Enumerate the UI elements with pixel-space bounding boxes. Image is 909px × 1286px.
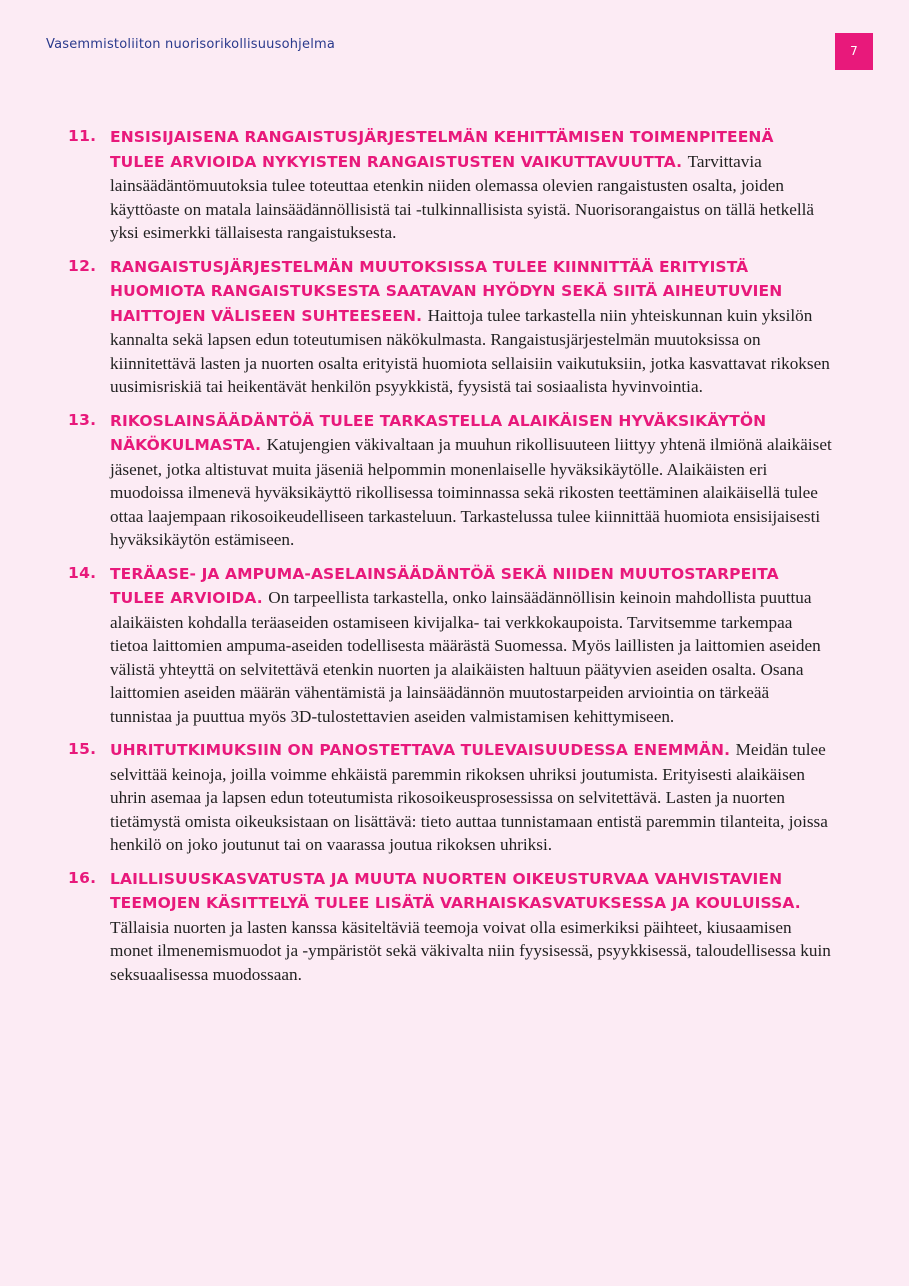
list-item xyxy=(68,409,833,552)
recommendation-list xyxy=(68,125,833,996)
list-item xyxy=(68,867,833,987)
item-number: 11. xyxy=(68,127,97,145)
item-heading: UHRITUTKIMUKSIIN ON PANOSTETTAVA TULEVAISUUDESSA ENEMMÄN. xyxy=(110,741,736,759)
item-text: Tarvittavia lainsäädäntömuutoksia tulee toteuttaa etenkin niiden olemassa olevien rangaistusten osalta, joiden käyttöaste on matala lainsäädännöllisistä tai -tulkinnallisista syistä. Nuorisorangaistus on tällä hetkellä yksi esimerkki tällaisesta rangaistuksesta. xyxy=(110,151,815,242)
item-number: 12. xyxy=(68,256,97,275)
item-text: Haittoja tulee tarkastella niin yhteiskunnan kuin yksilön kannalta sekä lapsen edun toteutumisen näkökulmasta. Rangaistusjärjestelmän muutoksissa on kiinnitettävä lasten ja nuorten osalta erityistä huomiota sellaisiin vaikutuksiin, jotka kasvattavat rikoksen uusimisriskiä tai heikentävät henkilön psyykkistä, fyysistä tai sosiaalista hyvinvointia. xyxy=(110,305,830,396)
document-title: Vasemmistoliiton nuorisorikollisuusohjelma xyxy=(46,37,336,52)
list-item xyxy=(68,255,833,399)
item-number: 13. xyxy=(68,410,97,429)
item-heading: ENSISIJAISENA RANGAISTUSJÄRJESTELMÄN KEHITTÄMISEN TOIMENPITEENÄ TULEE ARVIOIDA NYKYISTEN RANGAISTUSTEN VAIKUTTAVUUTTA. xyxy=(110,128,774,171)
item-heading: LAILLISUUSKASVATUSTA JA MUUTA NUORTEN OIKEUSTURVAA VAHVISTAVIEN TEEMOJEN KÄSITTELYÄ TULEE LISÄTÄ VARHAISKASVATUKSESSA JA KOULUISSA. xyxy=(110,869,801,912)
item-heading: TERÄASE- JA AMPUMA-ASELAINSÄÄDÄNTÖÄ SEKÄ NIIDEN MUUTOSTARPEITA TULEE ARVIOIDA. xyxy=(110,564,779,607)
list-item xyxy=(68,738,833,857)
list-item xyxy=(68,562,833,729)
item-heading: RIKOSLAINSÄÄDÄNTÖÄ TULEE TARKASTELLA ALAIKÄISEN HYVÄKSIKÄYTÖN NÄKÖKULMASTA. xyxy=(110,411,767,454)
item-text: Tällaisia nuorten ja lasten kanssa käsiteltäviä teemoja voivat olla esimerkiksi päihteet, kiusaamisen monet ilmenemismuodot ja -ympäristöt sekä väkivalta niin fyysisessä, psyykkisessä, taloudellisessa kuin seksuaalisessa muodossaan. xyxy=(110,917,831,984)
item-text: Katujengien väkivaltaan ja muuhun rikollisuuteen liittyy yhtenä ilmiönä alaikäiset jäsenet, jotka altistuvat muita jäseniä helpommin monenlaiselle hyväksikäytölle. Alaikäisten eri muodoissa ilmenevä hyväksikäyttö rikollisessa toiminnassa sekä rikosten teettäminen alaikäisellä tulee ottaa laajempaan rikosoikeudelliseen tarkasteluun. Tarkastelussa tulee kiinnittää huomiota ensisijaisesti hyväksikäytön estämiseen. xyxy=(110,435,832,549)
item-text: Meidän tulee selvittää keinoja, joilla voimme ehkäistä paremmin rikoksen uhriksi joutumista. Erityisesti alaikäisen uhrin asemaa ja lapsen edun toteutumista rikosoikeusprosessissa on selvitettävä. Lasten ja nuorten tietämystä omista oikeuksistaan on lisättävä: tieto auttaa tunnistamaan entistä paremmin tilanteita, joissa henkilö on joko joutunut tai on vaarassa joutua rikoksen uhriksi. xyxy=(110,740,828,854)
item-heading: RANGAISTUSJÄRJESTELMÄN MUUTOKSISSA TULEE KIINNITTÄÄ ERITYISTÄ HUOMIOTA RANGAISTUKSESTA SAATAVAN HYÖDYN SEKÄ SIITÄ AIHEUTUVIEN HAITTOJEN VÄLISEEN SUHTEESEEN. xyxy=(110,257,783,325)
item-number: 14. xyxy=(68,563,97,582)
page-number-badge: 7 xyxy=(835,33,873,70)
item-number: 16. xyxy=(68,868,97,887)
item-text: On tarpeellista tarkastella, onko lainsäädännöllisin keinoin mahdollista puuttua alaikäisten kohdalla teräaseiden ostamiseen kivijalka- tai verkkokaupoista. Tarvitsemme tarkempaa tietoa laittomien ampuma-aseiden todellisesta määrästä Suomessa. Myös laillisten ja laittomien aseiden välistä yhteyttä on selvitettävä etenkin nuorten ja alaikäisten haltuun päätyvien aseiden osalta. Osana laittomien aseiden määrän vähentämistä ja lainsäädännön muutostarpeiden arviointia on tärkeää tunnistaa ja puuttua myös 3D-tulostettavien aseiden valmistamisen kehittymiseen. xyxy=(110,588,821,726)
item-number: 15. xyxy=(68,740,97,758)
list-item xyxy=(68,125,833,245)
